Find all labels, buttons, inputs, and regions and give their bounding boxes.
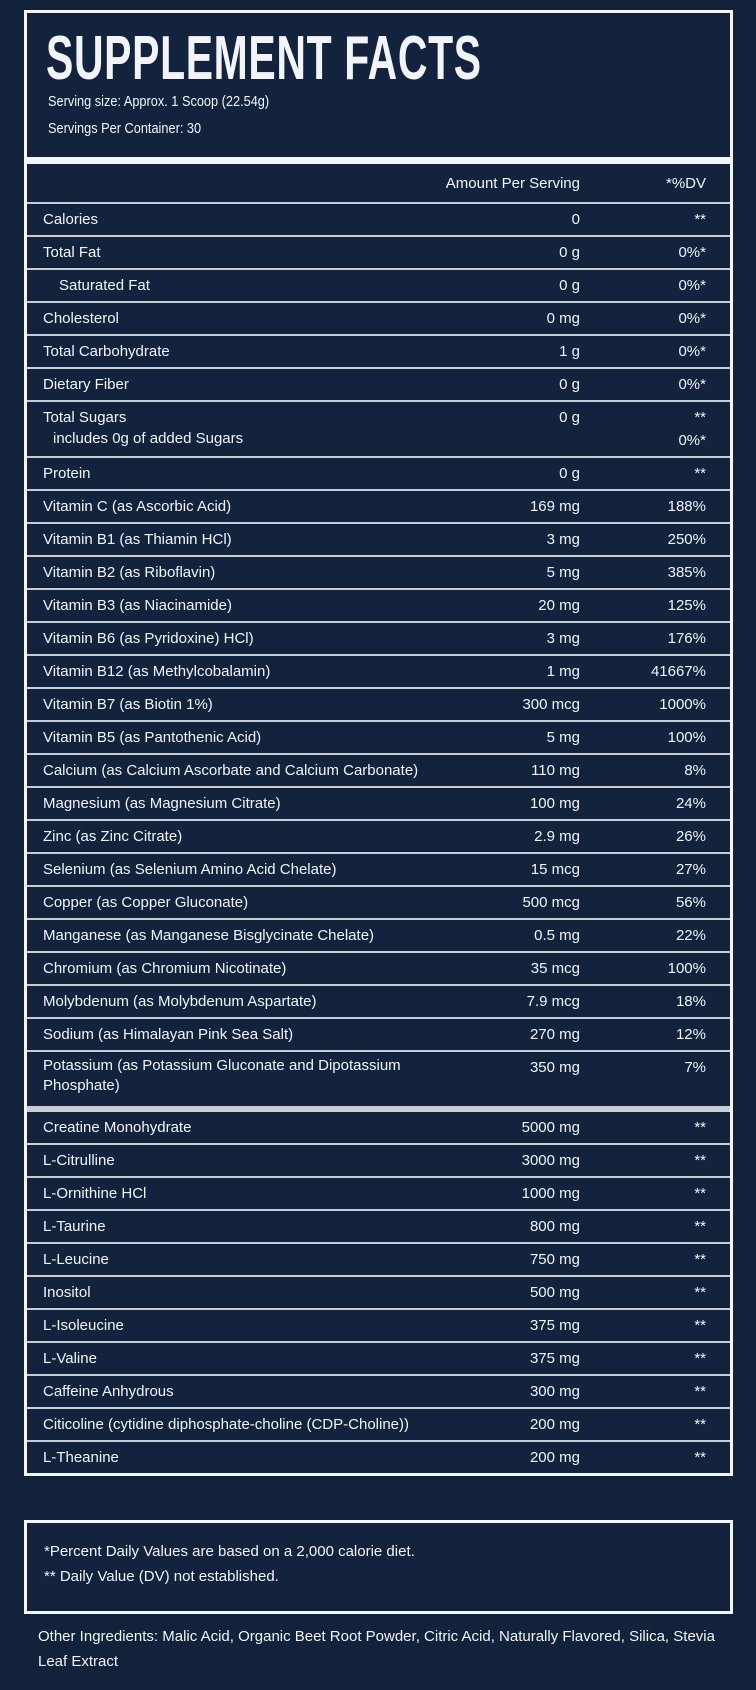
footnote-dv: *Percent Daily Values are based on a 2,000 calorie diet.: [44, 1543, 415, 1560]
nutrient-label: L-Taurine: [43, 1218, 106, 1235]
table-row: [27, 1178, 730, 1209]
nutrient-amount: 0 g: [559, 409, 580, 426]
nutrient-amount: 2.9 mg: [534, 828, 580, 845]
nutrient-dv: **: [694, 1251, 706, 1268]
panel-title: SUPPLEMENT FACTS: [46, 24, 482, 93]
nutrient-amount: 5 mg: [546, 564, 580, 581]
nutrient-dv: 188%: [667, 498, 706, 515]
nutrient-label: L-Isoleucine: [43, 1317, 124, 1334]
nutrient-dv: **: [694, 1119, 706, 1136]
table-row: [27, 953, 730, 984]
nutrient-amount: 300 mcg: [522, 696, 580, 713]
nutrient-amount: 200 mg: [529, 1449, 580, 1466]
nutrient-amount: 750 mg: [529, 1251, 580, 1268]
header-dv: *%DV: [665, 175, 706, 192]
nutrient-dv: 250%: [667, 531, 706, 548]
table-row: [27, 458, 730, 489]
nutrient-dv: 12%: [675, 1026, 706, 1043]
nutrient-label: L-Ornithine HCl: [43, 1185, 147, 1202]
nutrient-label: Vitamin C (as Ascorbic Acid): [43, 498, 232, 515]
nutrient-amount: 375 mg: [529, 1317, 580, 1334]
nutrient-amount: 500 mcg: [522, 894, 580, 911]
nutrient-label: Dietary Fiber: [43, 376, 129, 393]
nutrient-amount: 3 mg: [546, 531, 580, 548]
facts-table: [27, 164, 730, 1473]
table-row: [27, 590, 730, 621]
nutrient-label: Manganese (as Manganese Bisglycinate Chelate): [43, 927, 375, 944]
nutrient-dv: 125%: [667, 597, 706, 614]
table-row: [27, 986, 730, 1017]
nutrient-label: Vitamin B3 (as Niacinamide): [43, 597, 232, 614]
table-row: [27, 1211, 730, 1242]
nutrient-label: L-Leucine: [43, 1251, 109, 1268]
nutrient-dv: 8%: [684, 762, 706, 779]
header-amount: Amount Per Serving: [445, 175, 580, 192]
nutrient-amount: 7.9 mcg: [526, 993, 580, 1010]
nutrient-amount: 20 mg: [538, 597, 580, 614]
nutrient-dv: 385%: [667, 564, 706, 581]
nutrient-dv: 56%: [675, 894, 706, 911]
nutrient-label: Protein: [43, 465, 91, 482]
nutrient-amount: 0 mg: [546, 310, 580, 327]
nutrient-amount: 350 mg: [529, 1059, 580, 1076]
nutrient-dv: 24%: [675, 795, 706, 812]
nutrient-amount: 169 mg: [529, 498, 580, 515]
nutrient-amount: 1 g: [559, 343, 580, 360]
table-header: [27, 164, 730, 202]
nutrient-amount: 1 mg: [546, 663, 580, 680]
nutrient-dv: 0%*: [678, 310, 706, 327]
nutrient-amount: 3 mg: [546, 630, 580, 647]
table-row: [27, 1145, 730, 1176]
nutrient-label: Total Fat: [43, 244, 101, 261]
serving-size: Serving size: Approx. 1 Scoop (22.54g): [48, 93, 270, 110]
nutrient-label: Magnesium (as Magnesium Citrate): [43, 795, 281, 812]
nutrient-dv: 0%*: [678, 343, 706, 360]
table-row: [27, 1310, 730, 1341]
nutrient-amount: 3000 mg: [521, 1152, 580, 1169]
table-row: [27, 788, 730, 819]
supplement-facts-panel: [24, 10, 733, 1476]
nutrient-amount: 800 mg: [529, 1218, 580, 1235]
nutrient-label: Calories: [43, 211, 99, 228]
nutrient-label: Vitamin B6 (as Pyridoxine) HCl): [43, 630, 254, 647]
nutrient-amount: 200 mg: [529, 1416, 580, 1433]
table-row: [27, 1112, 730, 1143]
nutrient-amount: 5000 mg: [521, 1119, 580, 1136]
table-row: [27, 1343, 730, 1374]
nutrient-dv: 0%*: [678, 277, 706, 294]
table-row: [27, 270, 730, 301]
nutrient-amount: 0 g: [559, 465, 580, 482]
nutrient-dv: **: [694, 1284, 706, 1301]
nutrient-sub-label: includes 0g of added Sugars: [53, 430, 244, 447]
nutrient-label: Saturated Fat: [59, 277, 150, 294]
nutrient-dv: **: [694, 1416, 706, 1433]
nutrient-label: Vitamin B2 (as Riboflavin): [43, 564, 216, 581]
table-row: [27, 821, 730, 852]
table-row: [27, 237, 730, 268]
servings-per-container: Servings Per Container: 30: [48, 120, 202, 137]
nutrient-dv: **: [694, 1350, 706, 1367]
table-row: [27, 1409, 730, 1440]
nutrient-amount: 15 mcg: [530, 861, 580, 878]
nutrient-amount: 300 mg: [529, 1383, 580, 1400]
nutrient-label: Molybdenum (as Molybdenum Aspartate): [43, 993, 317, 1010]
table-row: [27, 524, 730, 555]
nutrient-amount: 0 g: [559, 277, 580, 294]
nutrient-amount: 100 mg: [529, 795, 580, 812]
nutrient-dv: 100%: [667, 729, 706, 746]
nutrient-dv: **: [694, 1218, 706, 1235]
nutrient-label: Calcium (as Calcium Ascorbate and Calcium Carbonate): [43, 762, 419, 779]
table-row: [27, 920, 730, 951]
nutrient-dv: 7%: [684, 1059, 706, 1076]
table-row: [27, 402, 730, 456]
nutrient-amount: 0 g: [559, 244, 580, 261]
table-row: [27, 336, 730, 367]
table-row: [27, 1442, 730, 1473]
table-row: [27, 303, 730, 334]
nutrient-label: Citicoline (cytidine diphosphate-choline (CDP-Choline)): [43, 1416, 409, 1433]
table-row: [27, 204, 730, 235]
nutrient-label: L-Theanine: [43, 1449, 119, 1466]
table-row: [27, 854, 730, 885]
nutrient-label: Vitamin B1 (as Thiamin HCl): [43, 531, 232, 548]
nutrient-amount: 500 mg: [529, 1284, 580, 1301]
nutrient-label: L-Citrulline: [43, 1152, 115, 1169]
nutrient-label: Inositol: [43, 1284, 91, 1301]
nutrient-dv: 27%: [675, 861, 706, 878]
nutrient-amount: 0.5 mg: [534, 927, 580, 944]
nutrient-dv: 18%: [675, 993, 706, 1010]
nutrient-dv: 41667%: [650, 663, 706, 680]
nutrient-dv: 0%*: [678, 376, 706, 393]
table-row: [27, 491, 730, 522]
nutrient-label: Vitamin B7 (as Biotin 1%): [43, 696, 213, 713]
table-row: [27, 755, 730, 786]
table-row: [27, 1277, 730, 1308]
table-row: [27, 557, 730, 588]
table-row: [27, 623, 730, 654]
nutrient-label: Sodium (as Himalayan Pink Sea Salt): [43, 1026, 294, 1043]
table-row: [27, 656, 730, 687]
nutrient-amount: 270 mg: [529, 1026, 580, 1043]
nutrient-label: Selenium (as Selenium Amino Acid Chelate): [43, 861, 337, 878]
other-ingredients: Other Ingredients: Malic Acid, Organic Beet Root Powder, Citric Acid, Naturally Flavored, Silica, Stevia Leaf Extract: [38, 1628, 715, 1670]
table-row: [27, 887, 730, 918]
table-row: [27, 1244, 730, 1275]
nutrient-dv: **: [694, 465, 706, 482]
nutrient-dv: **: [694, 1185, 706, 1202]
nutrient-label: Creatine Monohydrate: [43, 1119, 192, 1136]
nutrient-amount: 1000 mg: [521, 1185, 580, 1202]
footnote-not-established: ** Daily Value (DV) not established.: [44, 1568, 279, 1585]
nutrient-label: Potassium (as Potassium Gluconate and Dipotassium Phosphate): [43, 1057, 401, 1094]
nutrient-dv: **: [694, 1317, 706, 1334]
nutrient-amount: 35 mcg: [530, 960, 580, 977]
nutrient-label: Caffeine Anhydrous: [43, 1383, 174, 1400]
nutrient-label: Total Carbohydrate: [43, 343, 170, 360]
table-row: [27, 689, 730, 720]
nutrient-dv: 176%: [667, 630, 706, 647]
nutrient-dv: **: [694, 409, 706, 426]
nutrient-amount: 375 mg: [529, 1350, 580, 1367]
title-box: [27, 13, 730, 157]
table-row: [27, 1376, 730, 1407]
nutrient-sub-dv: 0%*: [678, 432, 706, 449]
table-row: [27, 1052, 730, 1106]
nutrient-dv: **: [694, 1383, 706, 1400]
nutrient-amount: 0: [571, 211, 580, 228]
nutrient-dv: 100%: [667, 960, 706, 977]
nutrient-label: L-Valine: [43, 1350, 97, 1367]
nutrient-amount: 0 g: [559, 376, 580, 393]
nutrient-dv: 1000%: [659, 696, 706, 713]
nutrient-label: Chromium (as Chromium Nicotinate): [43, 960, 287, 977]
nutrient-label: Copper (as Copper Gluconate): [43, 894, 249, 911]
nutrient-label: Vitamin B5 (as Pantothenic Acid): [43, 729, 262, 746]
nutrient-label: Zinc (as Zinc Citrate): [43, 828, 183, 845]
nutrient-amount: 110 mg: [531, 762, 580, 779]
nutrient-dv: 0%*: [678, 244, 706, 261]
table-row: [27, 369, 730, 400]
nutrient-label: Vitamin B12 (as Methylcobalamin): [43, 663, 271, 680]
table-row: [27, 1019, 730, 1050]
nutrient-dv: **: [694, 211, 706, 228]
nutrient-dv: 26%: [675, 828, 706, 845]
nutrient-label: Cholesterol: [43, 310, 119, 327]
nutrient-label: Total Sugars: [43, 409, 127, 426]
nutrient-dv: 22%: [675, 927, 706, 944]
table-row: [27, 722, 730, 753]
footnote-box: [24, 1520, 733, 1614]
nutrient-dv: **: [694, 1449, 706, 1466]
nutrient-amount: 5 mg: [546, 729, 580, 746]
nutrient-dv: **: [694, 1152, 706, 1169]
